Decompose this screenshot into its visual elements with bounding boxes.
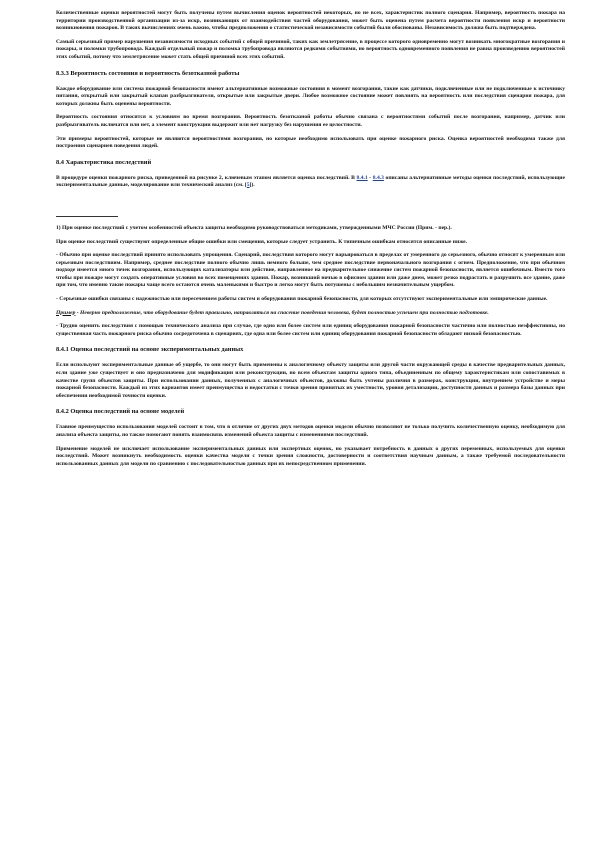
paragraph-model-application: Применение моделей не исключает использование экспериментальных данных или экспертных оценок, но указывает потребность в данных о других переменных, используемых для оценки последствий. Может возникнуть необходимость оценки качества модели с точки зрения сложности, достоверности и соответствия научным данным, а также требуемой последовательности использованных данных для модели по сравнению с последовательностью данных при их непосредственном применении. [56, 445, 565, 467]
paragraph-probability-examples: Эти примеры вероятностей, которые не являются вероятностями возгорания, но которые необходимо использовать при оценке пожарного риска. Оценка вероятностей необходима также для построения сценариев поведения людей. [56, 135, 565, 150]
paragraph-common-errors: При оценке последствий существуют определенные общие ошибки или смещения, которые следует устранить. К типичным ошибкам относятся описанные ниже. [56, 238, 468, 245]
consequences-text-end: ]). [249, 182, 255, 189]
heading-8-4-1: 8.4.1 Оценка последствий на основе экспериментальных данных [56, 346, 244, 354]
paragraph-model-advantage: Главное преимущество использования моделей состоит в том, что в отличие от других двух методов оценки модели обычно позволяют не только получить количественную оценку, необходимую для анализа объекта защиты, но также помогают понять взаимосвязь изменений объекта защиты с изменениями последствий. [56, 424, 565, 438]
consequences-text-before: В процедуре оценки пожарного риска, приведенной на рисунке 2, ключевым этапом является оценка последствий. В [56, 174, 357, 181]
link-8-4-1[interactable]: 8.4.1 [356, 174, 368, 181]
example-text: - Неверно предположение, что оборудование будет правильно, направляться на спасение поведения человека, будет полностью успешен при полностью подготовке. [75, 309, 489, 316]
paragraph-error-technical-analysis: - Трудно оценить последствия с помощью технического анализа при случае, где одно или более систем или единиц оборудования пожарной безопасности частично или полностью неэффективны, но существенная часть пожарного риска обычно сосредоточена в сценариях, где одна или более систем или единиц оборудования пожарной безопасности обладают низкой безопасностью. [56, 323, 565, 337]
consequences-text-after: описаны альтернативные методы оценки последствий, использующие экспериментальные данные, моделирование или технический анализ (см. [ [56, 174, 565, 189]
footnote-divider [56, 216, 118, 217]
heading-8-4-2: 8.4.2 Оценка последствий на основе моделей [56, 408, 185, 416]
consequences-text-between: - [367, 174, 373, 181]
paragraph-state-alternatives: Каждое оборудование или система пожарной безопасности имеют альтернативные возможные состояния в момент возгорания, такие как датчики, подключенные или не подключенные к источнику питания, открытый или закрытый клапан разбрызгивателя, открытые или закрытые двери. Любое возможное состояние может повлиять на вероятность или последствия сценария пожара, для которых должны быть оценены вероятности. [56, 85, 565, 107]
footnote: 1) При оценке последствий с учетом особенностей объекта защиты необходимо руководствоваться методиками, утвержденными МЧС России (Прим. - пер.). [56, 224, 452, 231]
paragraph-experimental-data: Если используют экспериментальные данные об ущербе, то они могут быть применены к аналогичному объекту защиты или другой части окружающей среды в качестве предварительных данных, если здание уже существует и оно предназначено для модификации или реконструкции, но всем объектам защиты одного типа, объединенным по общему характеристикам или сопоставимых в качестве групп объектов защиты. При использовании данных, полученных с аналогичных объектов, должны быть учтены различия в размерах, конструкции, внутреннем устройстве и меры пожарной безопасности. Каждый из этих вариантов имеет преимущества и недостатки с точки зрения принятых их уместности, уровня детализации, доступности данных и размера базы данных при обеспечении необходимой точности оценки. [56, 362, 565, 399]
heading-8-3-3: 8.3.3 Вероятность состояния и вероятность безотказной работы [56, 69, 240, 77]
heading-8-4: 8.4 Характеристика последствий [56, 158, 152, 166]
link-reference-5[interactable]: 5 [246, 182, 250, 189]
paragraph-error-reliability: - Серьезные ошибки связаны с надежностью или пересечением работы систем и оборудования пожарной безопасности, для которых отсутствуют экспериментальные или эмпирические данные. [56, 296, 548, 303]
paragraph-state-probability: Вероятность состояния относится к условиям во время возгорания. Вероятность безотказной работы обычно связана с вероятностями событий после возгорания, например, датчик или разбрызгиватель включатся или нет, а элемент конструкции выдержит или нет нагрузку без нарушения ее целостности. [56, 114, 565, 128]
paragraph-probability-estimates: Количественные оценки вероятностей могут быть получены путем вычисления оценок вероятностей некоторых, но не всех, характеристик полного сценария. Например, вероятность пожара на территории производственной организации из-за искр, возникающих от взаимодействия частей оборудования, может быть оценена путем расчета вероятности появления искр и вероятности возникновения пожаров. В таких вычислениях очень важно, чтобы предположения о статистической независимости событий были обоснованы. Независимость должна быть подтверждена. [56, 10, 565, 32]
paragraph-consequences-intro [56, 175, 565, 190]
example-paragraph [56, 310, 565, 318]
link-8-4-3[interactable]: 8.4.3 [372, 174, 384, 181]
paragraph-error-simplification: - Обычно при оценке последствий принято использовать упрощения. Сценарий, последствия которого могут варьироваться в пределах от умеренного до серьезного, обычно относят к умеренным или серьезным последствиям. Например, среднее последствие полного обычно лишь немного больше, чем среднее последствие первоначального возгорания с огнем. Предположение, что при обычном подходе имеется много точек возгорания, использующих катализаторы или действие, направленное на предварительное снижение систем пожарной безопасности, является ошибочным. Вместо того чтобы при пожаре могут создать оперативные условия во всех помещениях здания. Пожар, возникший ночью в офисном здании или даже днем, может резко подрастать и разрушить все здание, даже при том, что именно такие пожары чаще всего остаются очень маленькими и быстро и легко могут быть потушены с небольшим незначительным ущербом. [56, 252, 565, 289]
example-label: Пример [56, 309, 76, 316]
paragraph-common-cause: Самый серьезный пример нарушения независимости исходных событий с общей причиной, таких как землетрясение, в процессе которого одновременно могут возникать многократные возгорания и пожары, и поломки трубопровода. Каждый отдельный пожар и поломка трубопровода являются редкими событиями, но вероятность одновременного появления не равна произведению вероятностей этих событий, потому что землетрясение может стать общей причиной всех этих событий. [56, 38, 565, 60]
